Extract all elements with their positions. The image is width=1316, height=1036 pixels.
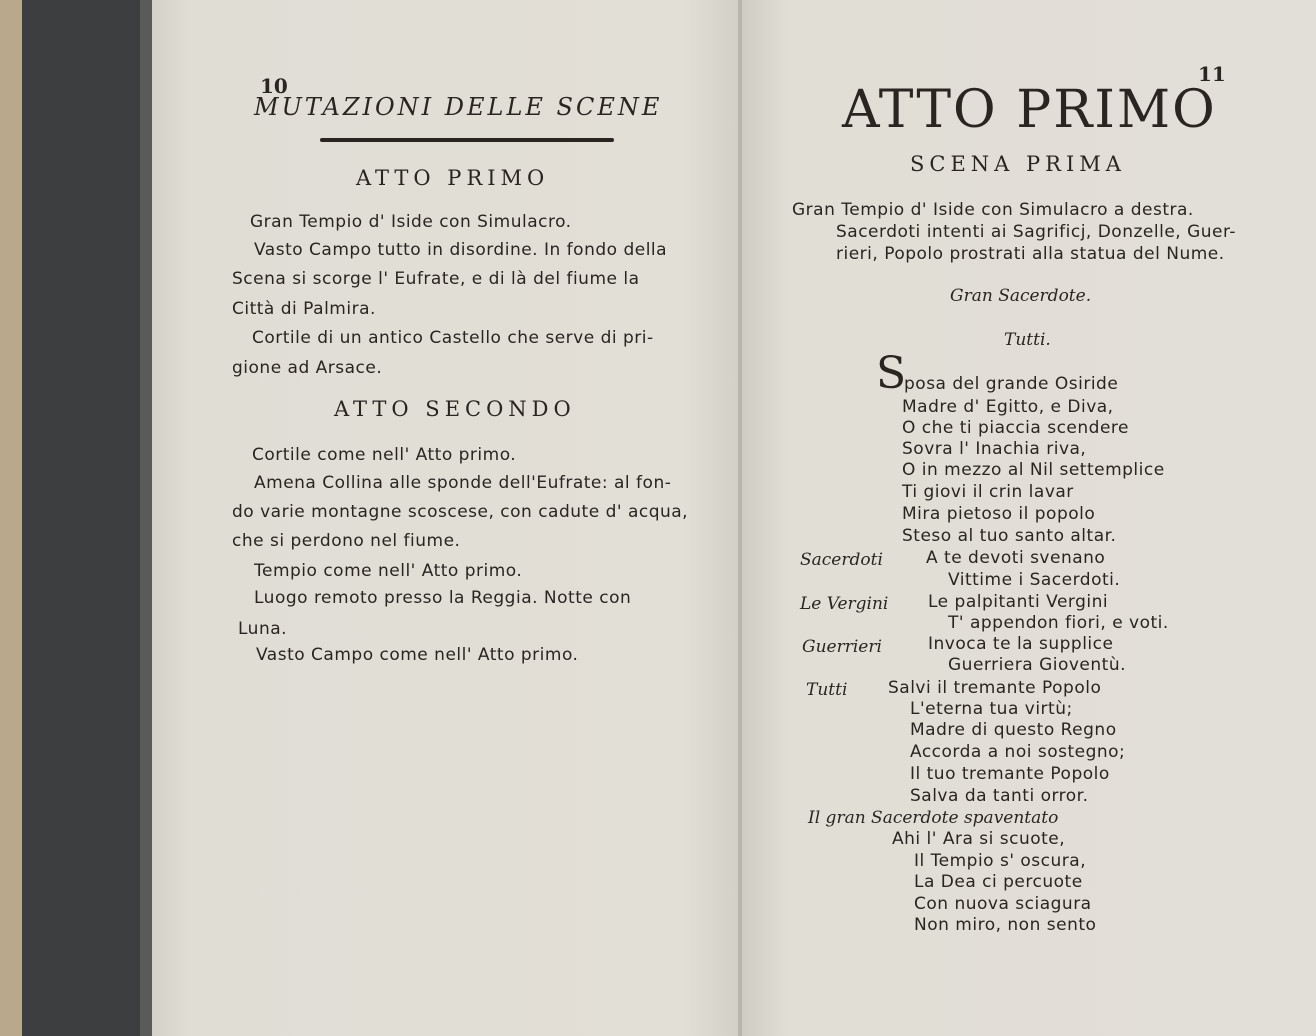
verse-line: Salvi il tremante Popolo [888,678,1102,698]
right-page [742,0,1316,1036]
verse-line: Salva da tanti orror. [910,786,1089,806]
verse-line: O che ti piaccia scendere [902,418,1129,438]
act2-line: che si perdono nel fiume. [232,531,461,551]
act-title: ATTO PRIMO [842,80,1217,140]
verse-line: Mira pietoso il popolo [902,504,1096,524]
act2-line: do varie montagne scoscese, con cadute d' acqua, [232,502,689,522]
verse-line: La Dea ci percuote [914,872,1083,892]
verse-line: Vittime i Sacerdoti. [948,570,1121,590]
act2-line: Vasto Campo come nell' Atto primo. [256,645,579,665]
running-head: MUTAZIONI DELLE SCENE [254,93,663,121]
verse-line: posa del grande Osiride [904,374,1119,394]
verse-line: Le palpitanti Vergini [928,592,1109,612]
stage-direction-line: Gran Tempio d' Iside con Simulacro a destra. [792,200,1194,220]
stage-direction-sacerdote: Il gran Sacerdote spaventato [808,808,1059,828]
verse-line: Ti giovi il crin lavar [902,482,1074,502]
act1-line: Vasto Campo tutto in disordine. In fondo della [254,240,668,260]
verse-line: T' appendon fiori, e voti. [948,613,1169,633]
verse-line: Guerriera Gioventù. [948,655,1127,675]
page-number-right: 11 [1198,62,1226,86]
left-page [152,0,742,1036]
verse-line: Sovra l' Inachia riva, [902,439,1087,459]
speaker-guerrieri: Guerrieri [802,637,882,657]
verse-line: Con nuova sciagura [914,894,1092,914]
verse-line: Steso al tuo santo altar. [902,526,1117,546]
act1-line: Città di Palmira. [232,299,376,319]
verse-line: Invoca te la supplice [928,634,1114,654]
verse-line: Il Tempio s' oscura, [914,851,1087,871]
verse-line: Il tuo tremante Popolo [910,764,1110,784]
act2-line: Luogo remoto presso la Reggia. Notte con [254,588,632,608]
act2-line: Cortile come nell' Atto primo. [252,445,517,465]
verse-line: L'eterna tua virtù; [910,699,1073,719]
act2-line: Luna. [238,619,288,639]
drop-cap: S [876,348,907,399]
verse-line: A te devoti svenano [926,548,1106,568]
verse-line: Madre di questo Regno [910,720,1117,740]
speaker-sacerdoti: Sacerdoti [800,550,883,570]
act2-line: Amena Collina alle sponde dell'Eufrate: al fon- [254,473,672,493]
act2-heading: ATTO SECONDO [334,397,576,421]
page-number-left: 10 [260,74,288,98]
scene-heading: SCENA PRIMA [910,152,1126,176]
stage-direction-line: rieri, Popolo prostrati alla statua del Nume. [836,244,1225,264]
verse-line: Ahi l' Ara si scuote, [892,829,1066,849]
speaker-tutti: Tutti. [1004,330,1051,350]
act1-line: Scena si scorge l' Eufrate, e di là del fiume la [232,269,640,289]
act1-heading: ATTO PRIMO [356,166,550,190]
stage-direction-line: Sacerdoti intenti ai Sagrificj, Donzelle, Guer- [836,222,1237,242]
speaker-le-vergini: Le Vergini [800,594,889,614]
verse-line: Madre d' Egitto, e Diva, [902,397,1114,417]
verse-line: Accorda a noi sostegno; [910,742,1126,762]
speaker-tutti-2: Tutti [806,680,848,700]
act1-line: gione ad Arsace. [232,358,383,378]
header-rule [320,138,614,142]
act1-line: Gran Tempio d' Iside con Simulacro. [250,212,572,232]
speaker-gran-sacerdote: Gran Sacerdote. [950,286,1092,306]
book-spine [22,0,150,1036]
act1-line: Cortile di un antico Castello che serve di pri- [252,328,654,348]
verse-line: Non miro, non sento [914,915,1097,935]
act2-line: Tempio come nell' Atto primo. [254,561,523,581]
verse-line: O in mezzo al Nil settemplice [902,460,1165,480]
